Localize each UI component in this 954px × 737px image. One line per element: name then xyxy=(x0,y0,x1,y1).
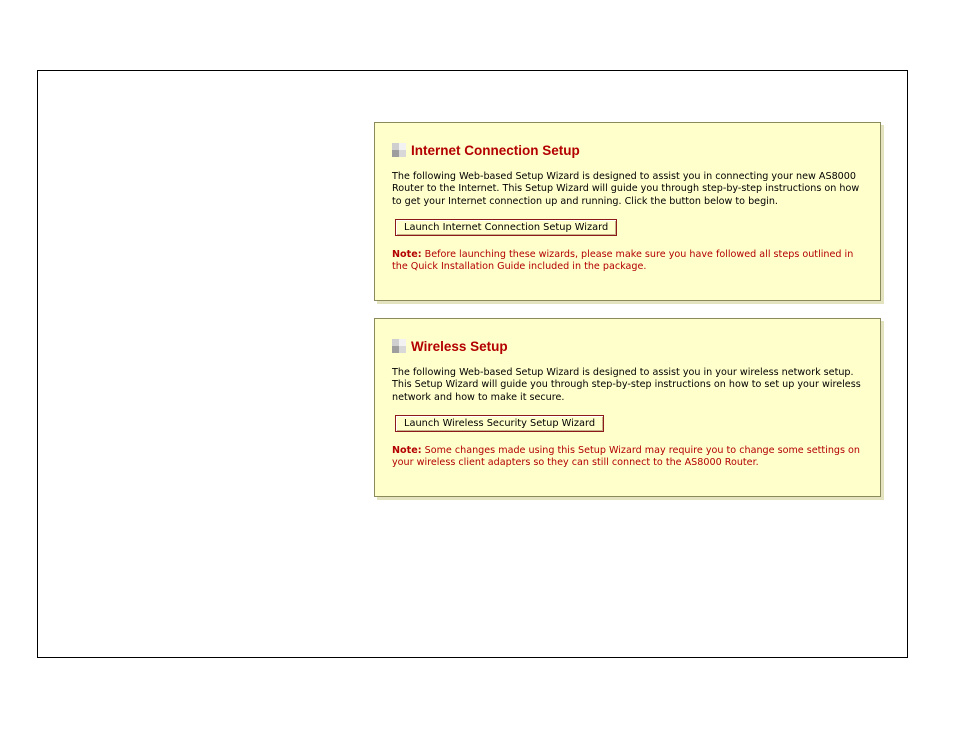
launch-wireless-security-setup-wizard-button[interactable]: Launch Wireless Security Setup Wizard xyxy=(395,415,604,432)
wireless-setup-title: Wireless Setup xyxy=(411,338,508,354)
internet-setup-description: The following Web-based Setup Wizard is designed to assist you in connecting your new AS8000 Router to the Internet. This Setup Wizard will guide you through step-by-step instructions on how to get your Internet connection up and running. Click the button below to begin. xyxy=(392,171,860,207)
wireless-setup-note-text: Some changes made using this Setup Wizard may require you to change some settings on your wireless client adapters so they can still connect to the AS8000 Router. xyxy=(392,445,860,469)
wireless-setup-title-row xyxy=(392,337,508,355)
internet-setup-title-row xyxy=(392,141,580,159)
launch-internet-setup-wizard-button[interactable]: Launch Internet Connection Setup Wizard xyxy=(395,219,617,236)
internet-setup-title: Internet Connection Setup xyxy=(411,142,580,158)
wireless-setup-panel xyxy=(374,318,881,497)
internet-setup-note xyxy=(392,249,870,274)
grid-square-icon xyxy=(392,339,406,353)
grid-square-icon xyxy=(392,143,406,157)
wireless-setup-note xyxy=(392,445,870,470)
internet-connection-setup-panel xyxy=(374,122,881,301)
wireless-setup-note-label: Note: xyxy=(392,445,422,456)
internet-setup-note-label: Note: xyxy=(392,249,422,260)
internet-setup-note-text: Before launching these wizards, please make sure you have followed all steps outlined in the Quick Installation Guide included in the package. xyxy=(392,249,854,273)
wireless-setup-description: The following Web-based Setup Wizard is designed to assist you in your wireless network setup. This Setup Wizard will guide you through step-by-step instructions on how to set up your wireless network and how to make it secure. xyxy=(392,367,861,403)
